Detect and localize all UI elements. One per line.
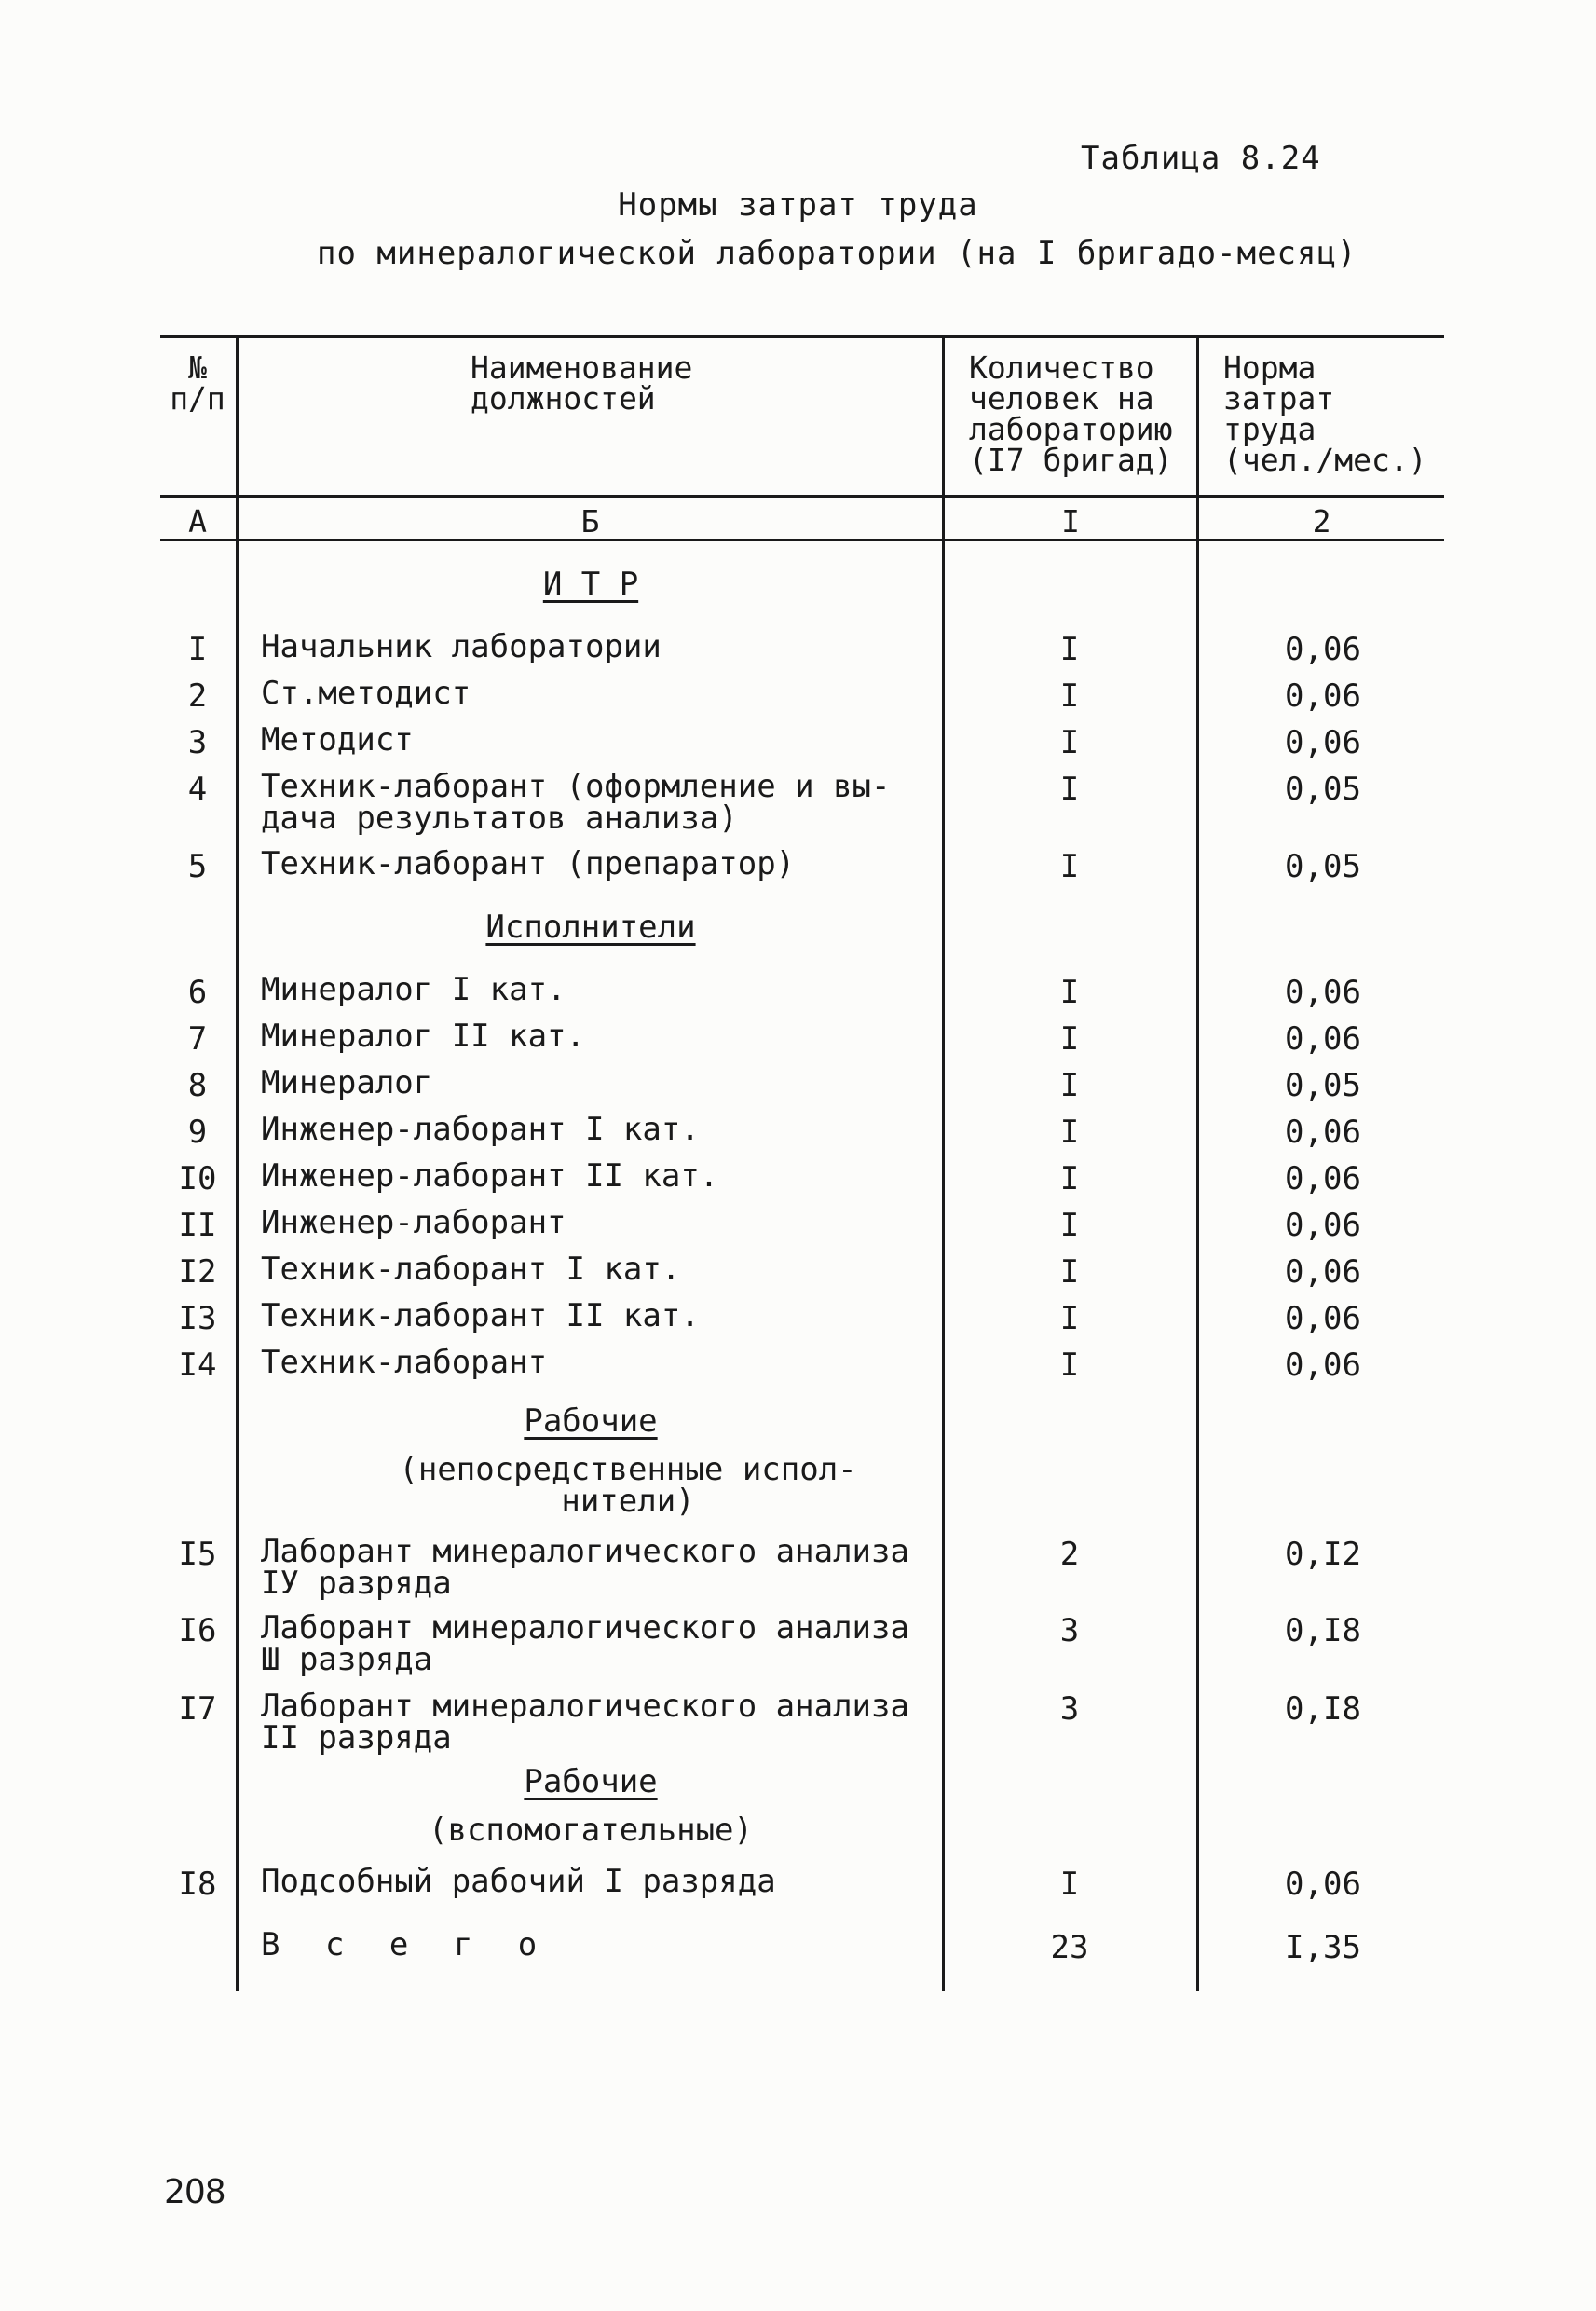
row-norm: 0,06 [1285,1207,1361,1244]
row-name: Инженер-лаборант [261,1204,566,1241]
row-num: 8 [187,1067,208,1104]
table-row [0,1253,1596,1300]
row-count: I [1059,631,1080,668]
row-num: I4 [178,1347,217,1384]
header-bottom-rule [160,495,1444,498]
row-norm: 0,06 [1285,1020,1361,1058]
section-workers-aux-note: (вспомогательные) [429,1812,753,1849]
table-row [0,721,1596,771]
row-num: 4 [187,771,208,808]
row-count: I [1059,1114,1080,1151]
row-norm: 0,06 [1285,1114,1361,1151]
table-label: Таблица 8.24 [1081,140,1321,177]
row-norm: 0,05 [1285,1067,1361,1104]
table-row [0,768,1596,837]
row-name: Техник-лаборант [261,1344,548,1381]
table-row [0,1344,1596,1393]
row-norm: 0,06 [1285,1347,1361,1384]
row-name: Техник-лаборант I кат. [261,1251,681,1288]
row-num: II [178,1207,217,1244]
section-executors: Исполнители [485,909,696,946]
table-row [0,1020,1596,1067]
row-count: I [1059,1160,1080,1197]
row-count: I [1059,724,1080,761]
row-name: Минералог I кат. [261,971,566,1008]
row-name: Минералог II кат. [261,1018,585,1055]
row-name: Начальник лаборатории [261,628,662,665]
table-row [0,845,1596,895]
table-row [0,1111,1596,1160]
row-norm: 0,06 [1285,974,1361,1011]
section-workers-direct: Рабочие [524,1402,658,1440]
row-num: I7 [178,1690,217,1728]
row-num: I3 [178,1300,217,1337]
row-norm: 0,06 [1285,1300,1361,1337]
section-workers-aux: Рабочие [524,1763,658,1800]
row-count: I [1059,1253,1080,1291]
row-count: 3 [1059,1690,1080,1728]
row-norm: 0,05 [1285,771,1361,808]
section-itr: И Т Р [542,566,639,603]
header-count: Количество человек на лабораторию (I7 бригад) [969,349,1173,478]
row-count: I [1059,1300,1080,1337]
total-label: В с е г о [261,1926,551,1963]
row-norm: 0,05 [1285,848,1361,885]
header-name: Наименование должностей [471,349,693,417]
row-count: I [1059,1866,1080,1903]
row-name: Лаборант минералогического анализа II разряда [261,1688,909,1757]
row-count: I [1059,848,1080,885]
row-norm: 0,06 [1285,1253,1361,1291]
table-title: Нормы затрат труда [618,186,978,224]
table-row [0,1297,1596,1347]
row-num: I5 [178,1536,217,1573]
table-row [0,677,1596,724]
row-num: I8 [178,1866,217,1903]
row-num: 2 [187,677,208,715]
row-num: I2 [178,1253,217,1291]
row-count: I [1059,677,1080,715]
row-count: I [1059,1347,1080,1384]
row-norm: 0,I2 [1285,1536,1361,1573]
header-norm: Норма затрат труда (чел./мес.) [1223,349,1427,478]
row-num: 6 [187,974,208,1011]
column-letter-1: I [1061,503,1080,540]
table-subtitle: по минералогической лаборатории (на I бригадо-месяц) [317,235,1357,272]
row-num: 3 [187,724,208,761]
row-name: Лаборант минералогического анализа Ш разряда [261,1609,909,1678]
row-name: Лаборант минералогического анализа IУ разряда [261,1533,909,1602]
total-row [0,1926,1596,1976]
row-name: Подсобный рабочий I разряда [261,1863,776,1900]
row-norm: 0,I8 [1285,1612,1361,1649]
table-row [0,971,1596,1020]
row-num: I0 [178,1160,217,1197]
row-count: I [1059,1207,1080,1244]
row-norm: 0,06 [1285,1160,1361,1197]
row-num: 9 [187,1114,208,1151]
table-row [0,1533,1596,1602]
total-count: 23 [1050,1929,1089,1966]
section-workers-direct-note: (непосредственные испол- нители) [399,1451,857,1520]
row-count: 3 [1059,1612,1080,1649]
row-num: 7 [187,1020,208,1058]
row-norm: 0,06 [1285,1866,1361,1903]
table-row [0,1064,1596,1114]
row-name: Методист [261,721,414,759]
row-name: Техник-лаборант (препаратор) [261,845,796,882]
column-letter-b: Б [580,503,600,540]
table-top-rule [160,335,1444,338]
row-name: Инженер-лаборант II кат. [261,1157,719,1195]
row-count: I [1059,974,1080,1011]
table-row [0,1609,1596,1678]
row-name: Минералог [261,1064,433,1101]
table-row [0,628,1596,677]
row-num: I6 [178,1612,217,1649]
header-num: № п/п [170,349,225,417]
row-norm: 0,06 [1285,677,1361,715]
table-row [0,1863,1596,1912]
column-letter-a: А [188,503,207,540]
row-norm: 0,06 [1285,631,1361,668]
page-number: 208 [164,2173,225,2211]
table-row [0,1688,1596,1757]
row-count: 2 [1059,1536,1080,1573]
row-name: Техник-лаборант (оформление и вы- дача результатов анализа) [261,768,891,837]
row-num: 5 [187,848,208,885]
row-count: I [1059,1067,1080,1104]
table-row [0,1204,1596,1253]
row-name: Инженер-лаборант I кат. [261,1111,700,1148]
row-norm: 0,I8 [1285,1690,1361,1728]
row-name: Техник-лаборант II кат. [261,1297,700,1334]
column-letter-2: 2 [1312,503,1331,540]
row-count: I [1059,771,1080,808]
row-num: I [187,631,208,668]
total-norm: I,35 [1285,1929,1361,1966]
row-norm: 0,06 [1285,724,1361,761]
row-count: I [1059,1020,1080,1058]
table-row [0,1157,1596,1207]
row-name: Ст.методист [261,675,471,712]
